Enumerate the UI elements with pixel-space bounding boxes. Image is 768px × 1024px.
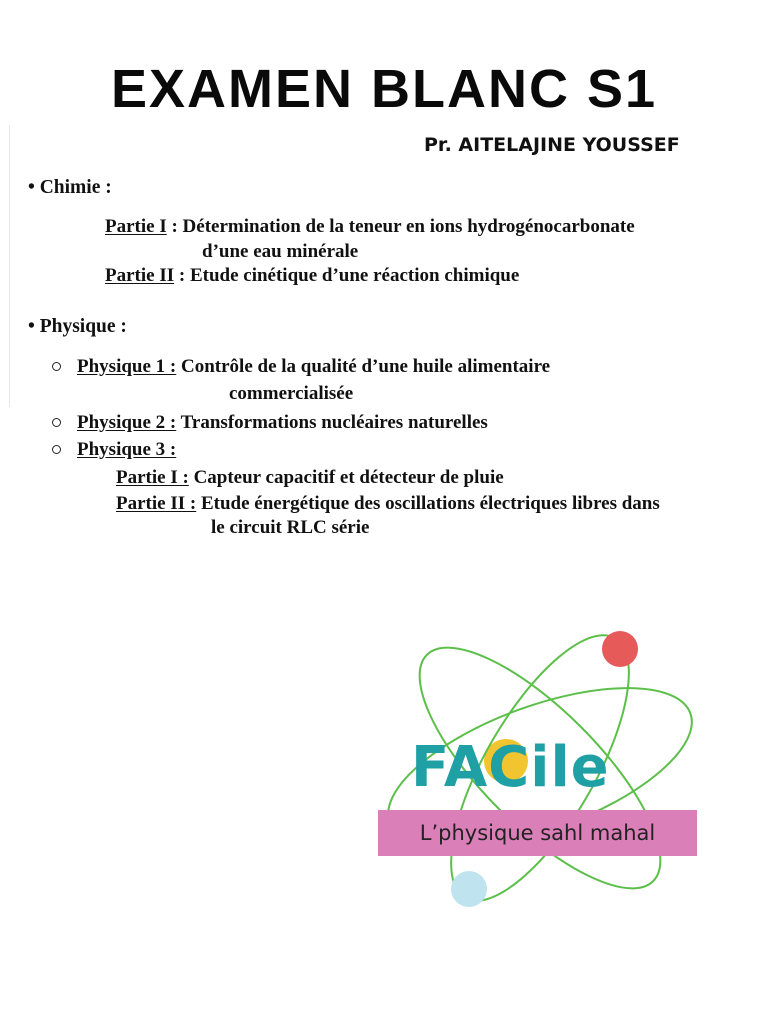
chimie-partie1-text: : Détermination de la teneur en ions hydrogénocarbonate [166, 216, 635, 237]
red-electron-dot [602, 631, 638, 667]
physique1-text: Contrôle de la qualité d’une huile alimentaire [176, 356, 551, 377]
chimie-partie2-label: Partie II [105, 265, 175, 286]
brand-suffix: ile [530, 735, 610, 800]
physique3-partie1-label: Partie I : [116, 467, 189, 488]
physique3-partie2-label: Partie II : [116, 493, 197, 514]
physique3-label: Physique 3 : [77, 439, 177, 460]
brand-prefix: FA [411, 735, 489, 800]
margin-line [9, 125, 10, 407]
physique3-partie1 [116, 466, 504, 490]
chimie-partie2 [105, 264, 519, 288]
brand-c-letter: C [488, 735, 531, 800]
physique3-partie1-text: Capteur capacitif et détecteur de pluie [188, 467, 504, 488]
chimie-heading: • Chimie : [28, 177, 112, 198]
physique2-text: Transformations nucléaires naturelles [176, 412, 488, 433]
physique-heading: • Physique : [28, 316, 127, 337]
physique3-item [77, 438, 176, 462]
physique2-item [77, 411, 488, 435]
brand-wordmark [411, 735, 610, 800]
slogan-banner [378, 810, 697, 856]
physique3-partie2-continuation: le circuit RLC série [211, 517, 370, 538]
chimie-partie2-text: : Etude cinétique d’une réaction chimique [174, 265, 520, 286]
physique1-item [77, 355, 550, 379]
chimie-partie1 [105, 215, 635, 239]
blue-electron-dot [451, 871, 487, 907]
physique2-label: Physique 2 : [77, 412, 177, 433]
document-title: EXAMEN BLANC S1 [110, 59, 658, 119]
circle-bullet-icon [52, 362, 61, 371]
physique3-partie2-text: Etude énergétique des oscillations électriques libres dans [196, 493, 660, 514]
physique3-partie2 [116, 492, 660, 516]
physique1-label: Physique 1 : [77, 356, 177, 377]
chimie-partie1-label: Partie I [105, 216, 167, 237]
slogan-text: L’physique sahl mahal [419, 821, 656, 845]
physique1-continuation: commercialisée [229, 383, 354, 404]
circle-bullet-icon [52, 418, 61, 427]
circle-bullet-icon [52, 445, 61, 454]
author-name: Pr. AITELAJINE YOUSSEF [424, 134, 680, 156]
chimie-partie1-continuation: d’une eau minérale [202, 241, 359, 262]
